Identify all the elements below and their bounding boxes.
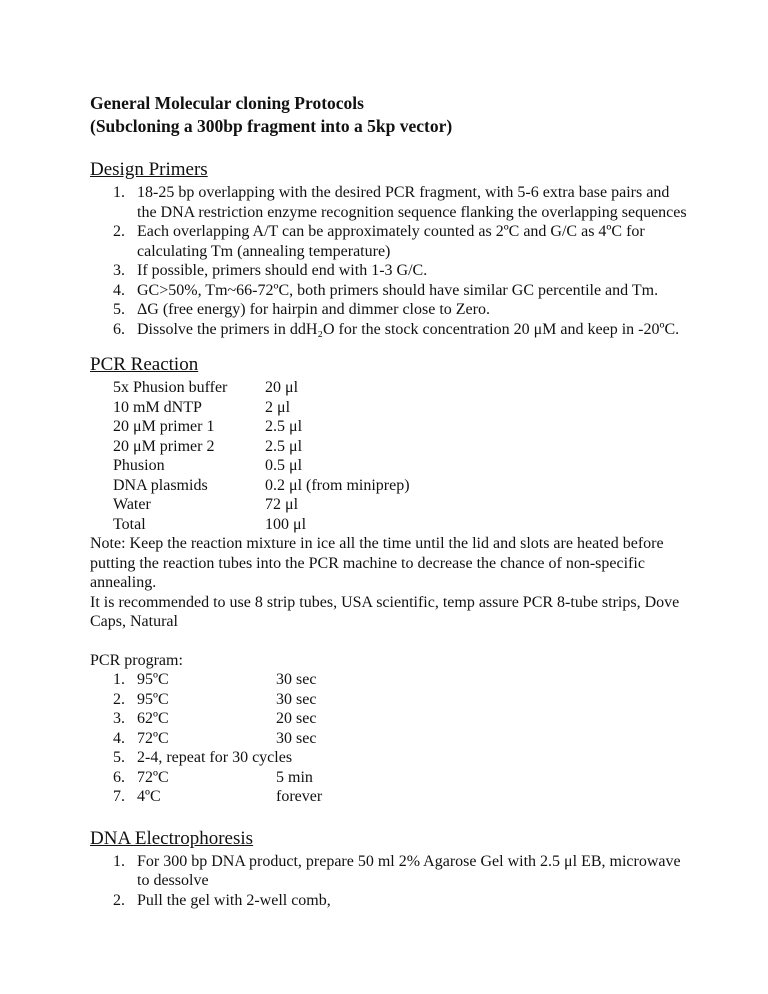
title-line-1: General Molecular cloning Protocols [90, 93, 364, 113]
program-step: 6. 72ºC 5 min [113, 768, 313, 786]
reagent-row: 20 μM primer 1 2.5 μl [113, 418, 303, 435]
reagent-row-total: Total 100 μl [113, 515, 307, 533]
electrophoresis-list [90, 852, 690, 911]
reagent-row: Phusion 0.5 μl [113, 457, 303, 474]
program-step: 4. 72ºC 30 sec [113, 729, 317, 747]
list-item: 5. ΔG (free energy) for hairpin and dimmer close to Zero. [113, 301, 490, 318]
program-step: 3. 62ºC 20 sec [113, 710, 317, 727]
reagent-row: 20 μM primer 2 2.5 μl [113, 437, 303, 455]
reagent-table [90, 378, 690, 534]
program-step: 2. 95ºC 30 sec [113, 690, 317, 708]
pcr-recommendation: It is recommended to use 8 strip tubes, USA scientific, temp assure PCR 8-tube strips, Dove Caps, Natural [90, 593, 680, 630]
section-design-primers [90, 159, 690, 339]
section-pcr-reaction [90, 354, 690, 807]
program-step: 7. 4ºC forever [113, 788, 323, 805]
program-step: 1. 95ºC 30 sec [113, 671, 317, 688]
list-item: 6. Dissolve the primers in ddH₂O for the stock concentration 20 μM and keep in -20ºC. [113, 320, 680, 338]
section-dna-electrophoresis [90, 828, 690, 911]
list-item: 3. If possible, primers should end with 1-3 G/C. [113, 262, 428, 279]
list-item: 2. Each overlapping A/T can be approximately counted as 2ºC and G/C as 4ºC for calculating Tm (annealing temperature) [113, 223, 645, 260]
heading-dna-electrophoresis: DNA Electrophoresis [90, 827, 254, 849]
document-page [90, 92, 690, 910]
heading-design-primers: Design Primers [90, 159, 208, 180]
list-item: 1. 18-25 bp overlapping with the desired PCR fragment, with 5-6 extra base pairs and the DNA restriction enzyme recognition sequence flanking the overlapping sequences [113, 184, 687, 221]
reagent-row: 5x Phusion buffer 20 μl [113, 379, 299, 396]
list-item: 1. For 300 bp DNA product, prepare 50 ml 2% Agarose Gel with 2.5 μl EB, microwave to dessolve [113, 852, 681, 889]
heading-pcr-reaction: PCR Reaction [90, 354, 199, 375]
reagent-row: 10 mM dNTP 2 μl [113, 398, 291, 416]
title-line-2: (Subcloning a 300bp fragment into a 5kp vector) [90, 116, 453, 136]
pcr-note: Note: Keep the reaction mixture in ice all the time until the lid and slots are heated before putting the reaction tubes into the PCR machine to decrease the chance of non-specific annealing. [90, 535, 664, 591]
pcr-program-label: PCR program: [90, 651, 183, 669]
document-title [90, 92, 690, 138]
pcr-program-list [90, 670, 690, 807]
reagent-row: Water 72 μl [113, 496, 299, 513]
design-primers-list [90, 183, 690, 339]
list-item: 4. GC>50%, Tm~66-72ºC, both primers should have similar GC percentile and Tm. [113, 281, 659, 299]
program-step: 5. 2-4, repeat for 30 cycles [113, 749, 293, 766]
reagent-row: DNA plasmids 0.2 μl (from miniprep) [113, 476, 410, 494]
list-item: 2. Pull the gel with 2-well comb, [113, 891, 331, 909]
